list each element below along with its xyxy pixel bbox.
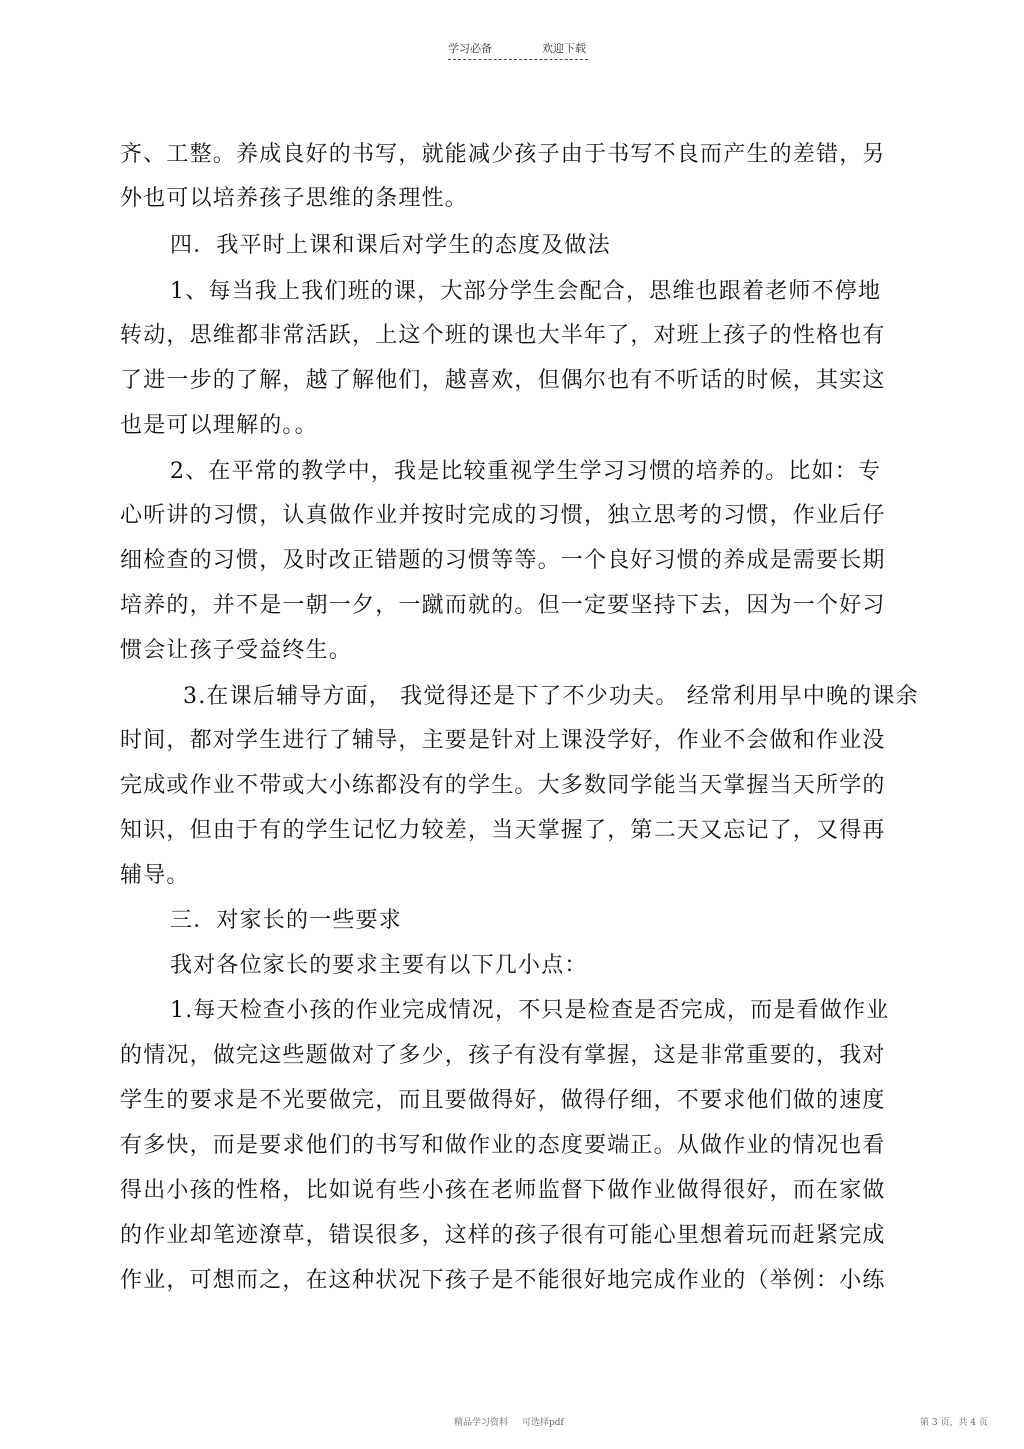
text-line: 齐、工整。养成良好的书写，就能减少孩子由于书写不良而产生的差错，另 [120, 142, 886, 167]
text-line: 1、每当我上我们班的课，大部分学生会配合，思维也跟着老师不停地 [170, 279, 882, 304]
text-line: 心听讲的习惯，认真做作业并按时完成的习惯，独立思考的习惯，作业后仔 [120, 503, 886, 528]
page-footer-left [454, 1415, 564, 1428]
text-line: 1.每天检查小孩的作业完成情况，不只是检查是否完成，而是看做作业 [170, 998, 890, 1023]
text-line: 细检查的习惯，及时改正错题的习惯等等。一个良好习惯的养成是需要长期 [120, 548, 886, 573]
header-right-text: 欢迎下载 [542, 42, 586, 55]
text-line: 得出小孩的性格，比如说有些小孩在老师监督下做作业做得很好，而在家做 [120, 1178, 886, 1203]
text-line: 作业，可想而之，在这种状况下孩子是不能很好地完成作业的（举例：小练 [120, 1268, 886, 1293]
text-line: 培养的，并不是一朝一夕，一蹴而就的。但一定要坚持下去，因为一个好习 [120, 593, 886, 618]
text-line: 学生的要求是不光要做完，而且要做得好，做得仔细，不要求他们做的速度 [120, 1088, 886, 1113]
text-line: 的作业却笔迹潦草，错误很多，这样的孩子很有可能心里想着玩而赶紧完成 [120, 1223, 886, 1248]
text-line: 有多快，而是要求他们的书写和做作业的态度要端正。从做作业的情况也看 [120, 1133, 886, 1158]
footer-text-b: 可选择pdf [522, 1418, 564, 1428]
text-line: 外也可以培养孩子思维的条理性。 [120, 186, 469, 211]
text-line: 知识，但由于有的学生记忆力较差，当天掌握了，第二天又忘记了，又得再 [120, 818, 886, 843]
text-line: 时间，都对学生进行了辅导，主要是针对上课没学好，作业不会做和作业没 [120, 728, 886, 753]
footer-text-a: 精品学习资料 [454, 1418, 509, 1428]
text-line: 我对各位家长的要求主要有以下几小点： [170, 953, 588, 978]
section-heading: 四．我平时上课和课后对学生的态度及做法 [170, 233, 611, 258]
text-line: 辅导。 [120, 863, 190, 888]
text-line: 2、在平常的教学中，我是比较重视学生学习习惯的培养的。比如：专 [170, 459, 882, 484]
text-line: 了进一步的了解，越了解他们，越喜欢，但偶尔也有不听话的时候，其实这 [120, 368, 886, 393]
header-left-text: 学习必备 [448, 42, 492, 55]
text-line: 转动，思维都非常活跃，上这个班的课也大半年了，对班上孩子的性格也有 [120, 323, 886, 348]
page-number: 第 3 页，共 4 页 [920, 1418, 988, 1428]
text-line: 的情况，做完这些题做对了多少，孩子有没有掌握，这是非常重要的，我对 [120, 1043, 886, 1068]
text-line: 惯会让孩子受益终生。 [120, 638, 353, 663]
text-line: 完成或作业不带或大小练都没有的学生。大多数同学能当天掌握当天所学的 [120, 773, 886, 798]
section-heading: 三．对家长的一些要求 [170, 908, 403, 933]
text-line: 也是可以理解的。。 [120, 413, 318, 438]
text-line: 3.在课后辅导方面， 我觉得还是下了不少功夫。 经常利用早中晚的课余 [183, 684, 919, 709]
